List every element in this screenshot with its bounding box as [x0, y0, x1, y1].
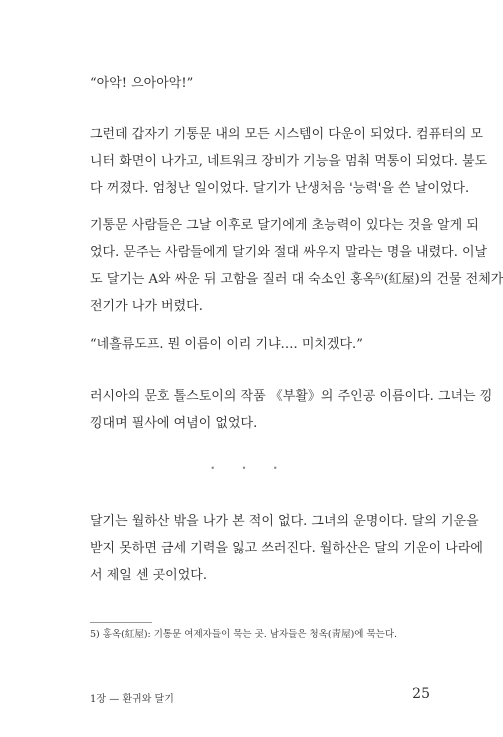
running-footer-chapter: 1장 — 환귀와 달기 — [90, 694, 174, 705]
page-number: 25 — [412, 686, 430, 702]
section-separator: • • • — [210, 464, 290, 473]
text-line: 달기는 월하산 밖을 나가 본 적이 없다. 그녀의 운명이다. 달의 기운을 — [90, 514, 479, 529]
text-line: “네흘류도프. 뭔 이름이 이리 기냐…. 미치겠다.” — [90, 337, 363, 352]
text-line: 다 꺼졌다. 엄청난 일이었다. 달기가 난생처음 '능력'을 쓴 날이었다. — [90, 181, 470, 196]
text-line: 기통문 사람들은 그날 이후로 달기에게 초능력이 있다는 것을 알게 되 — [90, 218, 479, 233]
paragraph-3 — [90, 212, 503, 320]
paragraph-5 — [90, 383, 493, 437]
paragraph-4 — [90, 331, 422, 358]
text-line: 서 제일 센 곳이었다. — [90, 568, 207, 583]
text-line: 니터 화면이 나가고, 네트워크 장비가 기능을 멈춰 먹통이 되었다. 불도 — [90, 154, 488, 169]
text-line: “아악! 으아아악!” — [90, 76, 194, 91]
text-line: 도 달기는 A와 싸운 뒤 고함을 질러 대 숙소인 홍옥⁵⁾(紅屋)의 건물 전체가 — [90, 272, 503, 287]
paragraph-2 — [90, 121, 488, 202]
text-line: 받지 못하면 금세 기력을 잃고 쓰러진다. 월하산은 달의 기운이 나라에 — [90, 541, 483, 556]
text-line: 었다. 문주는 사람들에게 달기와 절대 싸우지 말라는 명을 내렸다. 이날 — [90, 245, 488, 260]
text-line: 그런데 갑자기 기통문 내의 모든 시스템이 다운이 되었다. 컴퓨터의 모 — [90, 127, 483, 142]
text-line: 러시아의 문호 톨스토이의 작품 《부활》의 주인공 이름이다. 그녀는 낑 — [90, 389, 493, 404]
text-line: 전기가 나가 버렸다. — [90, 299, 203, 314]
paragraph-1 — [90, 70, 422, 97]
text-line: 낑대며 필사에 여념이 없었다. — [90, 416, 258, 431]
footnote-divider — [90, 622, 152, 623]
paragraph-6 — [90, 508, 483, 589]
footnote: 5) 홍옥(紅屋): 기통문 여제자들이 묵는 곳. 남자들은 청옥(靑屋)에 묵는다. — [90, 629, 398, 640]
